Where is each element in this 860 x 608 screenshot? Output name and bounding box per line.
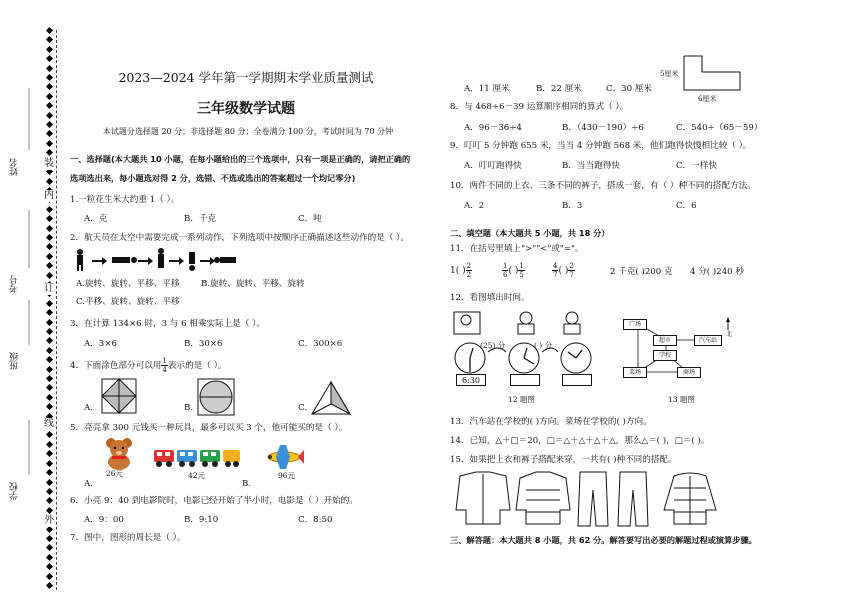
binding-diamond <box>45 328 52 335</box>
section1-heading-2: 选项选出来，每小题选对得 2 分，选错、不选或选出的答案超过一个均记零分) <box>70 173 356 183</box>
q10-option-b: B．3 <box>562 201 583 211</box>
binding-diamond <box>45 460 52 467</box>
binding-diamond <box>45 319 52 326</box>
school-field: 学校 <box>10 482 20 500</box>
q7-option-a: A．11 厘米 <box>464 84 510 94</box>
q12-start-time: 6:30 <box>456 374 486 386</box>
q9-option-c: C．一样快 <box>676 161 717 171</box>
binding-diamond <box>45 65 52 72</box>
toy-train-icon <box>152 446 242 468</box>
binding-diamond <box>45 121 52 128</box>
q11-compare-3: $\frac{4}{7}$ ( ) $\frac{2}{7}$ <box>553 262 574 279</box>
q11-text: 11．在括号里填上">""<"或"="。 <box>450 244 584 254</box>
q11-compare-2: $\frac{1}{6}$ ( ) $\frac{1}{5}$ <box>503 262 524 279</box>
q12-caption: 12 题图 <box>508 395 535 404</box>
map-node-market: 菜场 <box>623 367 647 378</box>
section1-heading: 一、选择题(本大题共 10 小题，在每小题给出的三个选项中，只有一项是正确的，请把正确的 <box>70 154 411 164</box>
q8-option-c: C．540÷（65－59） <box>676 123 763 133</box>
binding-diamond <box>45 36 52 43</box>
q13-caption: 13 题图 <box>668 395 695 404</box>
q5-price-c: 96元 <box>278 471 296 480</box>
binding-diamond <box>45 215 52 222</box>
binding-diamond <box>45 441 52 448</box>
left-column <box>66 0 426 608</box>
q3-option-c: C．300×6 <box>298 339 343 349</box>
binding-diamond <box>45 450 52 457</box>
binding-diamond <box>45 140 52 147</box>
q3-option-a: A．3×6 <box>84 339 117 349</box>
q9-option-b: B．当当跑得快 <box>562 161 620 171</box>
q7-option-b: B．22 厘米 <box>536 84 582 94</box>
shaded-triangle-picture <box>310 380 352 416</box>
q5-price-b: 42元 <box>188 471 206 480</box>
binding-diamond <box>45 149 52 156</box>
binding-diamond <box>45 130 52 137</box>
binding-char: 订 <box>44 283 54 294</box>
section3-heading: 三、解答题：本大题共 8 小题，共 62 分。解答要写出必要的解题过程或演算步骤。 <box>450 535 757 545</box>
q5-option-b: B. <box>242 479 252 489</box>
binding-diamond <box>45 224 52 231</box>
q11-compare-4: 2 千克( )200 克 <box>610 267 673 277</box>
q4-option-a: A. <box>84 403 93 413</box>
binding-diamond <box>45 497 52 504</box>
binding-diamond <box>45 582 52 589</box>
q7-text: 7．图中，图形的周长是（ ）。 <box>70 533 186 543</box>
q1-text: 1.一粒花生米大约重 1（ ）。 <box>70 195 180 205</box>
binding-diamond <box>45 488 52 495</box>
map-node-supermarket: 超市 <box>653 335 677 346</box>
q11-compare-5: 4 分( )240 秒 <box>690 267 744 277</box>
binding-diamond <box>45 83 52 90</box>
binding-diamond <box>45 27 52 34</box>
q9-text: 9．叮叮 5 分钟跑 655 米，当当 4 分钟跑 568 米，他们跑得快慢相比较（ ）。 <box>450 141 752 151</box>
binding-diamond <box>45 309 52 316</box>
q3-option-b: B．30×6 <box>184 339 223 349</box>
binding-diamond <box>45 469 52 476</box>
class-field: 班级 <box>10 352 20 370</box>
binding-diamond <box>45 347 52 354</box>
binding-diamond <box>45 177 52 184</box>
clothes-picture <box>450 470 740 528</box>
binding-diamond <box>45 384 52 391</box>
q2-option-b: B.旋转、旋转、平移、旋转 <box>201 279 305 289</box>
binding-diamond <box>45 394 52 401</box>
q4-option-c: C. <box>298 403 308 413</box>
binding-char: 内 <box>44 190 54 201</box>
binding-diamond <box>45 375 52 382</box>
q1-option-b: B．千克 <box>184 214 217 224</box>
binding-diamond <box>45 102 52 109</box>
exam-no-field: 考号 <box>10 275 20 293</box>
q7-option-c: C．30 厘米 <box>606 84 653 94</box>
binding-diamond <box>45 507 52 514</box>
section2-heading: 二、填空题（本大题共 5 小题，共 18 分） <box>450 228 610 238</box>
binding-diamond <box>45 253 52 260</box>
q6-text: 6．小亮 9：40 到电影院时，电影已经开始了半小时，电影是（ ）开始的。 <box>70 496 358 506</box>
binding-diamond <box>45 337 52 344</box>
q8-text: 8．与 468÷6－39 运算顺序相同的算式（ ）。 <box>450 102 629 112</box>
binding-diamond <box>45 478 52 485</box>
binding-diamond <box>45 544 52 551</box>
cut-line <box>56 30 57 590</box>
binding-char: 装 <box>44 158 54 169</box>
binding-char: 外 <box>44 515 54 526</box>
q12-answer-box-1 <box>510 374 540 386</box>
q15-text: 15．如果把上衣和裤子搭配来穿，一共有( )种不同的搭配。 <box>450 455 677 465</box>
exam-subtitle: 三年级数学试题 <box>197 101 295 117</box>
q3-text: 3．在计算 134×6 时，3 与 6 相乘实际上是（ ）。 <box>70 319 266 329</box>
shaded-circle-picture <box>196 377 236 417</box>
q6-option-b: B．9:10 <box>184 515 219 525</box>
binding-diamond <box>45 366 52 373</box>
binding-diamond <box>45 74 52 81</box>
toy-plane-icon <box>262 442 306 472</box>
q2-option-a: A.旋转、旋转、平移、平移 <box>76 279 180 289</box>
q11-compare-1: 1( ) $\frac{2}{2}$ <box>450 262 472 279</box>
q12-answer-box-2 <box>562 374 592 386</box>
q5-option-a: A. <box>84 479 93 489</box>
binding-diamond <box>45 535 52 542</box>
q6-option-c: C．8:50 <box>298 515 333 525</box>
q12-gap-label-2: ( ) 分 <box>534 341 553 350</box>
q9-option-a: A．叮叮跑得快 <box>464 161 522 171</box>
name-field: 姓名 <box>10 158 20 176</box>
q10-option-a: A．2 <box>464 201 485 211</box>
binding-diamond <box>45 112 52 119</box>
binding-diamond <box>45 300 52 307</box>
binding-diamond <box>45 431 52 438</box>
map-node-bus-station: 汽车站 <box>694 335 722 346</box>
binding-char: 线 <box>44 418 54 429</box>
q12-text: 12．看图填出时间。 <box>450 293 530 303</box>
binding-diamond <box>45 234 52 241</box>
q5-text: 5．亮亮拿 300 元钱买一种玩具，最多可以买 3 个，他可能买的是（ ）。 <box>70 423 348 433</box>
map-node-school: 学校 <box>653 350 677 361</box>
q4-text: 4．下面涂色部分可以用 $\frac{1}{4}$ 表示的是（ ）。 <box>70 357 227 374</box>
q14-text: 14．已知，△＋□＝20，□＝△＋△＋△＋△，那么△＝( )，□＝( )。 <box>450 436 710 446</box>
q7-figure-label-bottom: 6厘米 <box>698 95 717 103</box>
q6-option-a: A．9：00 <box>84 515 124 525</box>
astronaut-sequence-picture <box>72 248 242 272</box>
binding-diamond <box>45 262 52 269</box>
binding-diamond <box>45 403 52 410</box>
field-lines <box>27 0 31 608</box>
binding-margin <box>0 0 62 608</box>
binding-diamonds <box>44 28 54 588</box>
q5-price-a: 26元 <box>106 469 124 478</box>
q8-option-b: B．（430－190）÷6 <box>562 123 644 133</box>
q10-text: 10．两件不同的上衣、三条不同的裤子，搭成一套，有（ ）种不同的搭配方法。 <box>450 181 756 191</box>
binding-diamond <box>45 272 52 279</box>
binding-diamond <box>45 206 52 213</box>
binding-diamond <box>45 554 52 561</box>
map-node-mall: 商场 <box>677 367 701 378</box>
binding-diamond <box>45 573 52 580</box>
q7-figure-label-top: 5厘米 <box>660 70 679 78</box>
q1-option-a: A．克 <box>84 214 108 224</box>
binding-diamond <box>45 243 52 250</box>
map-node-plaza: 广场 <box>623 319 647 330</box>
exam-title: 2023—2024 学年第一学期期末学业质量测试 <box>118 70 374 85</box>
q2-option-c: C.平移、旋转、旋转、平移 <box>76 297 180 307</box>
shaded-square-picture <box>100 377 138 417</box>
q4-fraction: $\frac{1}{4}$ <box>162 357 167 374</box>
north-label: 北 <box>726 331 733 338</box>
q12-gap-label-1: (25) 分 <box>480 341 506 350</box>
l-shape-figure <box>682 54 742 98</box>
binding-diamond <box>45 93 52 100</box>
q4-option-b: B. <box>184 403 194 413</box>
q8-option-a: A．96－36÷4 <box>464 123 522 133</box>
q10-option-c: C．6 <box>676 201 697 211</box>
binding-diamond <box>45 46 52 53</box>
exam-notes: 本试题分选择题 20 分；非选择题 80 分；全卷满分 100 分，考试时间为 70 分钟 <box>102 127 394 136</box>
binding-diamond <box>45 356 52 363</box>
q1-option-c: C．吨 <box>298 214 322 224</box>
right-column <box>446 0 846 608</box>
q2-text: 2．航天员在太空中需要完成一系列动作，下列选项中按顺序正确描述这些动作的是（ ）。 <box>70 233 410 243</box>
binding-diamond <box>45 55 52 62</box>
binding-diamond <box>45 563 52 570</box>
q13-text: 13．汽车站在学校的( )方向。菜场在学校的( )方向。 <box>450 417 652 427</box>
teddy-bear-icon <box>102 436 136 470</box>
